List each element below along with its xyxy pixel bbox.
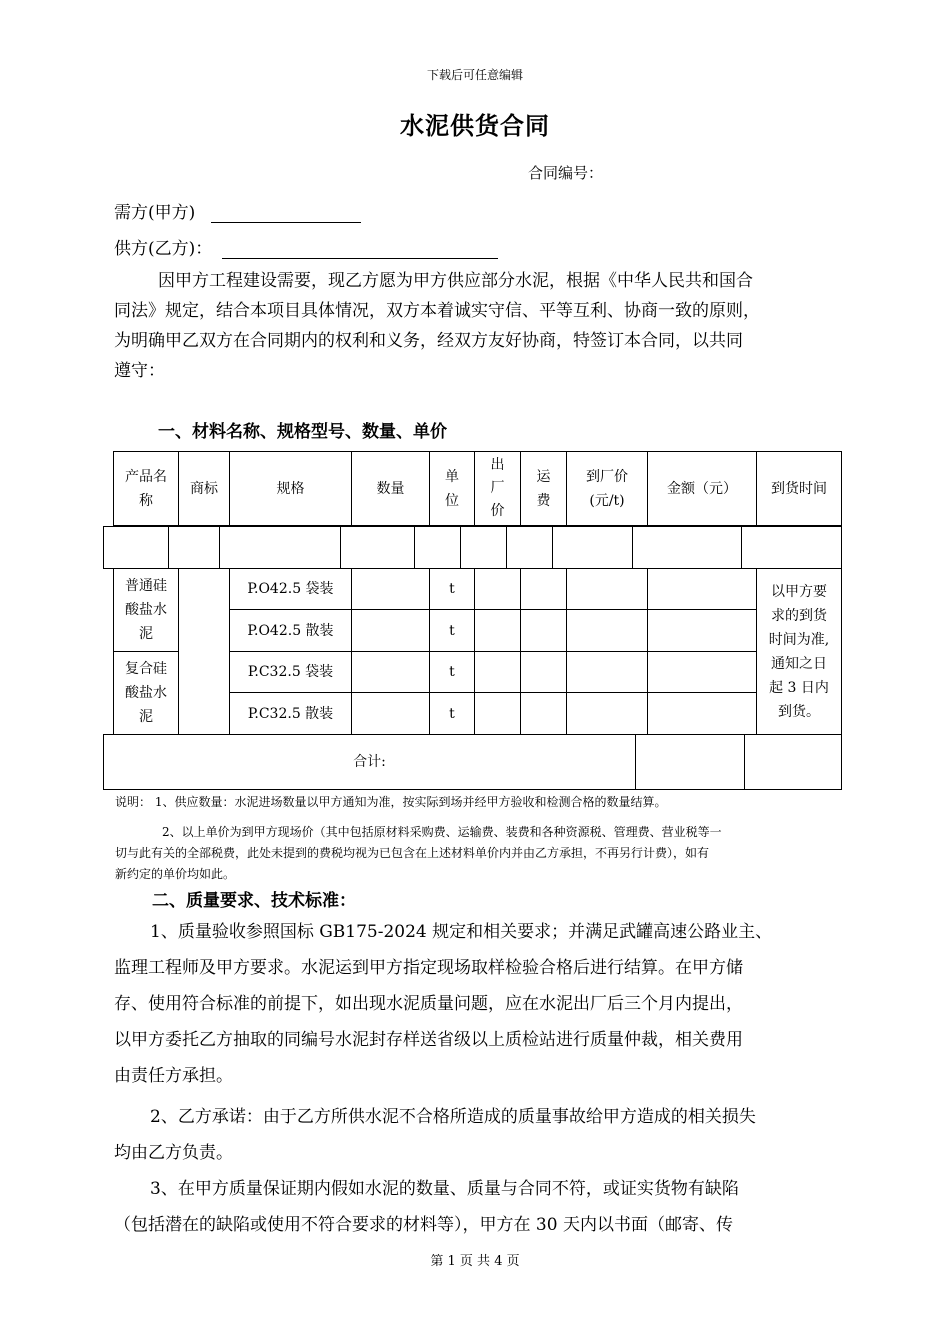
table-cell — [648, 652, 757, 693]
spec-cell: P.O42.5 袋装 — [230, 569, 352, 610]
table-cell — [475, 569, 521, 610]
th-brand: 商标 — [179, 452, 230, 526]
unit-cell: t — [430, 610, 475, 652]
table-cell — [742, 527, 842, 569]
intro-line: 遵守： — [114, 361, 165, 381]
table-cell — [648, 569, 757, 610]
page-footer: 第 1 页 共 4 页 — [430, 1254, 520, 1269]
quality-paragraph-1: 1、质量验收参照国标 GB175-2024 规定和相关要求；并满足武罐高速公路业主、 监理工程师及甲方要求。水泥运到甲方指定现场取样检验合格后进行结算。在甲方储 存、使用符合标准的前提下，如出现水泥质量问题，应在水泥出厂后三个月内提出， 以甲方委托乙方抽取的同编号水泥封存样送省级以上质检站进行质量仲裁，相关费用 由责任方承担。 — [114, 922, 773, 1086]
buyer-blank — [211, 204, 361, 223]
table-cell — [567, 569, 648, 610]
table-header — [113, 451, 842, 526]
total-amount-cell — [636, 735, 745, 790]
intro-line: 因甲方工程建设需要，现乙方愿为甲方供应部分水泥，根据《中华人民共和国合 — [158, 271, 753, 291]
page-title: 水泥供货合同 — [400, 111, 550, 140]
table-cell — [567, 652, 648, 693]
th-factory-price: 出 厂 价 — [475, 452, 521, 526]
table-cell — [521, 693, 567, 735]
spec-cell: P.C32.5 袋装 — [230, 652, 352, 693]
th-product: 产品名 称 — [114, 452, 179, 526]
total-label: 合计: — [104, 735, 636, 790]
quality-paragraph-2: 2、乙方承诺：由于乙方所供水泥不合格所造成的质量事故给甲方造成的相关损失 均由乙方负责。 — [114, 1107, 756, 1163]
table-cell — [104, 527, 169, 569]
table-cell — [521, 652, 567, 693]
table-cell — [220, 527, 341, 569]
table-cell — [507, 527, 553, 569]
qty-cell — [352, 693, 430, 735]
qty-cell — [352, 569, 430, 610]
buyer-label: 需方(甲方) — [114, 203, 196, 223]
table-cell — [415, 527, 461, 569]
table-total — [103, 734, 842, 790]
section2-title: 二、质量要求、技术标准： — [152, 891, 356, 911]
seller-blank — [222, 240, 498, 259]
th-unit: 单 位 — [430, 452, 475, 526]
spec-cell: P.O42.5 散装 — [230, 610, 352, 652]
table-cell — [521, 569, 567, 610]
brand-cell — [179, 569, 230, 735]
table-cell — [475, 652, 521, 693]
unit-cell: t — [430, 652, 475, 693]
th-delivery-time: 到货时间 — [757, 452, 842, 526]
table-row — [114, 569, 842, 610]
note-1: 说明： 1、供应数量：水泥进场数量以甲方通知为准，按实际到场并经甲方验收和检测合格的数量结算。 — [115, 795, 667, 809]
table-cell — [475, 693, 521, 735]
th-spec: 规格 — [230, 452, 352, 526]
table-cell — [745, 735, 842, 790]
table-cell — [567, 693, 648, 735]
unit-cell: t — [430, 693, 475, 735]
unit-cell: t — [430, 569, 475, 610]
table-cell — [567, 610, 648, 652]
intro-line: 同法》规定，结合本项目具体情况，双方本着诚实守信、平等互利、协商一致的原则， — [114, 301, 760, 321]
qty-cell — [352, 652, 430, 693]
table-cell — [341, 527, 415, 569]
section1-title: 一、材料名称、规格型号、数量、单价 — [158, 422, 447, 442]
product-group-1: 普通硅 酸盐水 泥 — [114, 569, 179, 652]
seller-label: 供方(乙方)： — [114, 239, 213, 259]
buyer-line — [114, 198, 361, 223]
qty-cell — [352, 610, 430, 652]
header-note: 下载后可任意编辑 — [426, 68, 523, 82]
product-group-2: 复合硅 酸盐水 泥 — [114, 652, 179, 735]
table-cell — [648, 610, 757, 652]
table-cell — [521, 610, 567, 652]
intro-paragraph — [114, 266, 844, 386]
table-blank-row — [103, 526, 842, 569]
table-cell — [648, 693, 757, 735]
th-qty: 数量 — [352, 452, 430, 526]
note-2: 2、以上单价为到甲方现场价（其中包括原材料采购费、运输费、装费和各种资源税、管理费、营业税等一 切与此有关的全部税费，此处未提到的费税均视为已包含在上述材料单价内并由乙方承担，不再另行计费），如有 新约定的单价均如此。 — [115, 825, 722, 881]
quality-paragraph-3: 3、在甲方质量保证期内假如水泥的数量、质量与合同不符，或证实货物有缺陷 （包括潜在的缺陷或使用不符合要求的材料等），甲方在 30 天内以书面（邮寄、传 — [114, 1179, 739, 1235]
th-freight: 运 费 — [521, 452, 567, 526]
table-cell — [633, 527, 742, 569]
th-amount: 金额（元） — [648, 452, 757, 526]
th-delivered-price: 到厂价 (元/t) — [567, 452, 648, 526]
seller-line — [114, 234, 498, 259]
table-cell — [553, 527, 633, 569]
table-cell — [169, 527, 220, 569]
table-cell — [475, 610, 521, 652]
table-cell — [461, 527, 507, 569]
intro-line: 为明确甲乙双方在合同期内的权利和义务，经双方友好协商，特签订本合同，以共同 — [114, 331, 743, 351]
contract-number-label: 合同编号： — [528, 164, 604, 182]
spec-cell: P.C32.5 散装 — [230, 693, 352, 735]
table-body — [113, 568, 842, 735]
delivery-note-cell: 以甲方要 求的到货 时间为准, 通知之日 起 3 日内 到货。 — [757, 569, 842, 735]
